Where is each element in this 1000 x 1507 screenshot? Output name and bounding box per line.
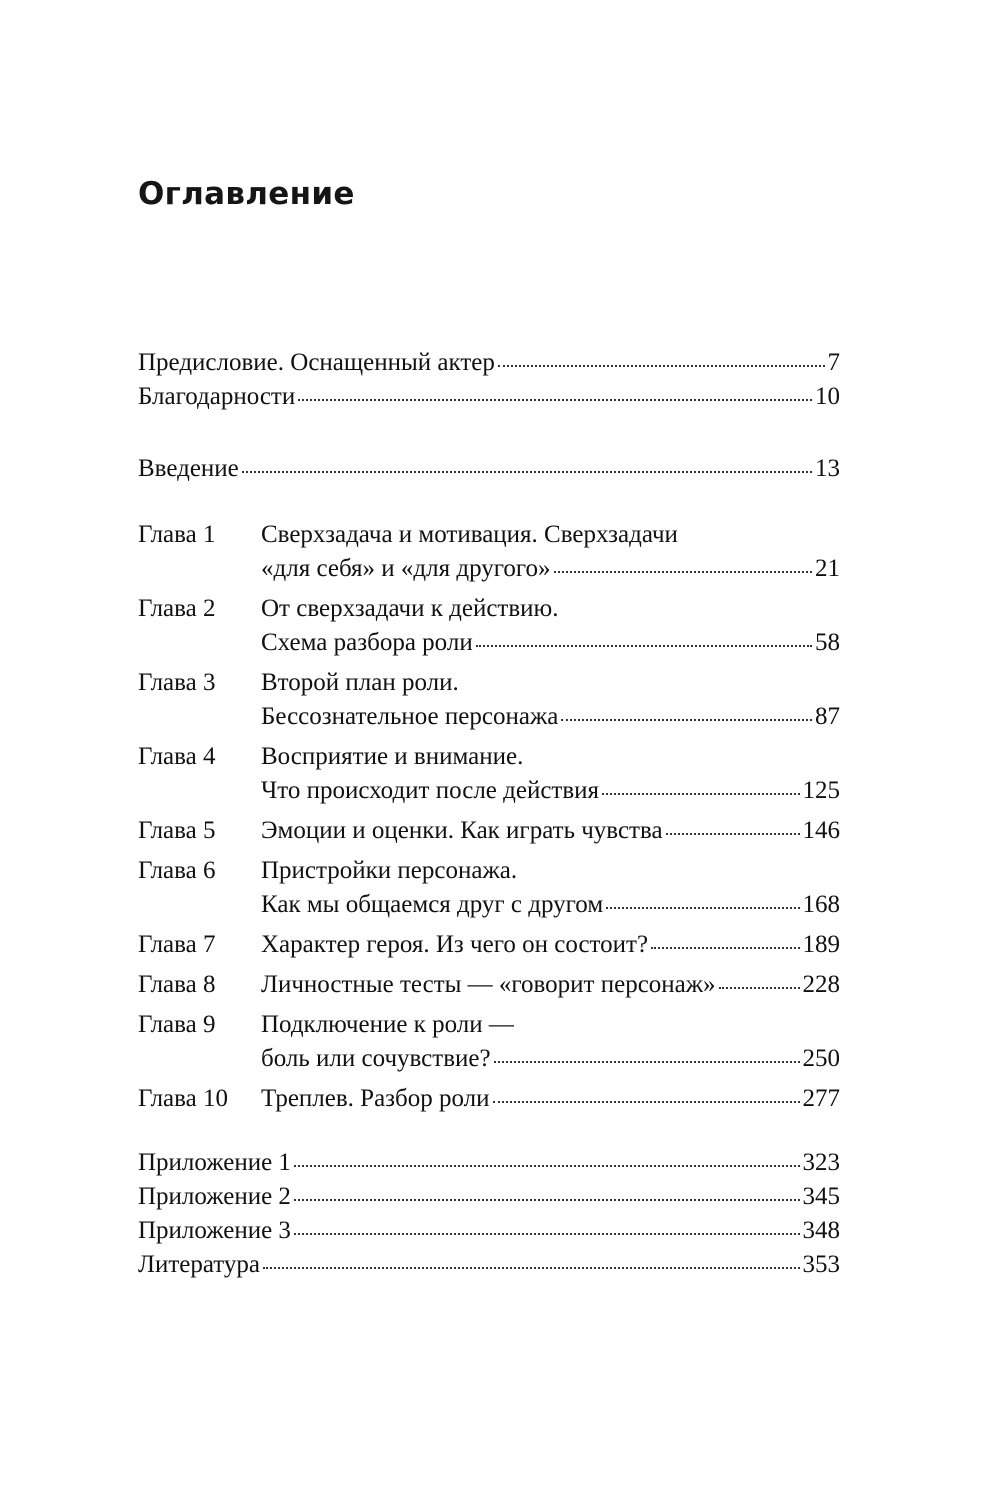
- toc-page-number: 13: [815, 455, 840, 482]
- dot-leader: [719, 986, 800, 989]
- toc-chapter-3[interactable]: [138, 666, 840, 734]
- chapter-title-line: Сверхзадача и мотивация. Сверхзадачи: [261, 521, 678, 548]
- toc-entry-literature[interactable]: [138, 1248, 840, 1282]
- chapter-title-line: Характер героя. Из чего он состоит?: [261, 931, 649, 958]
- chapter-number: Глава 6: [138, 857, 216, 884]
- chapter-title-line: Схема разбора роли: [261, 629, 473, 656]
- toc-page-number: 228: [802, 971, 840, 998]
- toc-page-number: 250: [802, 1045, 840, 1072]
- chapter-title-line: От сверхзадачи к действию.: [261, 595, 559, 622]
- toc-entry-label: Приложение 3: [138, 1217, 291, 1244]
- dot-leader: [666, 832, 800, 835]
- toc-entry-appendix-2[interactable]: [138, 1180, 840, 1214]
- dot-leader: [294, 1198, 800, 1201]
- chapter-title-line: Подключение к роли —: [261, 1011, 514, 1038]
- dot-leader: [242, 470, 812, 473]
- toc-entry-label: Введение: [138, 455, 239, 482]
- chapter-number: Глава 2: [138, 595, 216, 622]
- toc-entry-label: Литература: [138, 1251, 260, 1278]
- toc-entry-appendix-1[interactable]: [138, 1146, 840, 1180]
- page-title: Оглавление: [138, 176, 355, 212]
- toc-chapter-2[interactable]: [138, 592, 840, 660]
- toc-page-number: 323: [802, 1149, 840, 1176]
- chapter-title-line: Как мы общаемся друг с другом: [261, 891, 604, 918]
- toc-page-number: 21: [815, 555, 840, 582]
- dot-leader: [602, 792, 799, 795]
- chapter-number: Глава 5: [138, 817, 216, 844]
- chapter-title-line: Личностные тесты — «говорит персонаж»: [261, 971, 716, 998]
- dot-leader: [494, 1060, 800, 1063]
- dot-leader: [498, 364, 825, 367]
- table-of-contents: [138, 346, 840, 1282]
- chapter-number: Глава 3: [138, 669, 216, 696]
- toc-page-number: 277: [802, 1085, 840, 1112]
- chapter-title-line: Восприятие и внимание.: [261, 743, 524, 770]
- chapter-number: Глава 9: [138, 1011, 216, 1038]
- toc-entry-introduction[interactable]: [138, 452, 840, 486]
- dot-leader: [606, 906, 799, 909]
- toc-page-number: 58: [815, 629, 840, 656]
- toc-entry-preface[interactable]: [138, 346, 840, 380]
- chapter-title-line: Треплев. Разбор роли: [261, 1085, 490, 1112]
- chapter-title-line: Что происходит после действия: [261, 777, 600, 804]
- toc-entry-label: Предисловие. Оснащенный актер: [138, 349, 495, 376]
- toc-entry-appendix-3[interactable]: [138, 1214, 840, 1248]
- toc-chapter-10[interactable]: [138, 1082, 840, 1116]
- toc-chapter-8[interactable]: [138, 968, 840, 1002]
- toc-entry-label: Приложение 2: [138, 1183, 291, 1210]
- toc-chapter-4[interactable]: [138, 740, 840, 808]
- chapter-number: Глава 8: [138, 971, 216, 998]
- chapter-number: Глава 1: [138, 521, 216, 548]
- toc-chapter-5[interactable]: [138, 814, 840, 848]
- chapter-title-line: Бессознательное персонажа: [261, 703, 559, 730]
- chapter-number: Глава 10: [138, 1085, 228, 1112]
- toc-chapter-9[interactable]: [138, 1008, 840, 1076]
- toc-page-number: 10: [815, 383, 840, 410]
- dot-leader: [294, 1164, 800, 1167]
- toc-entry-acknowledgements[interactable]: [138, 380, 840, 414]
- chapter-title-line: Второй план роли.: [261, 669, 459, 696]
- toc-page-number: 189: [802, 931, 840, 958]
- toc-entry-label: Приложение 1: [138, 1149, 291, 1176]
- chapter-title-line: Пристройки персонажа.: [261, 857, 518, 884]
- chapter-title-line: боль или сочувствие?: [261, 1045, 491, 1072]
- toc-page-number: 146: [802, 817, 840, 844]
- toc-page-number: 87: [815, 703, 840, 730]
- dot-leader: [651, 946, 799, 949]
- dot-leader: [263, 1266, 800, 1269]
- toc-page-number: 125: [802, 777, 840, 804]
- dot-leader: [561, 718, 812, 721]
- toc-page-number: 168: [802, 891, 840, 918]
- chapter-title-line: Эмоции и оценки. Как играть чувства: [261, 817, 663, 844]
- toc-page-number: 345: [802, 1183, 840, 1210]
- dot-leader: [298, 398, 812, 401]
- chapter-title-line: «для себя» и «для другого»: [261, 555, 551, 582]
- toc-chapter-1[interactable]: [138, 518, 840, 586]
- chapter-number: Глава 7: [138, 931, 216, 958]
- dot-leader: [476, 644, 812, 647]
- toc-page-number: 348: [802, 1217, 840, 1244]
- toc-chapter-6[interactable]: [138, 854, 840, 922]
- toc-entry-label: Благодарности: [138, 383, 296, 410]
- chapter-number: Глава 4: [138, 743, 216, 770]
- dot-leader: [493, 1100, 800, 1103]
- toc-chapter-7[interactable]: [138, 928, 840, 962]
- toc-page-number: 353: [802, 1251, 840, 1278]
- toc-page-number: 7: [827, 349, 840, 376]
- dot-leader: [294, 1232, 800, 1235]
- dot-leader: [554, 570, 812, 573]
